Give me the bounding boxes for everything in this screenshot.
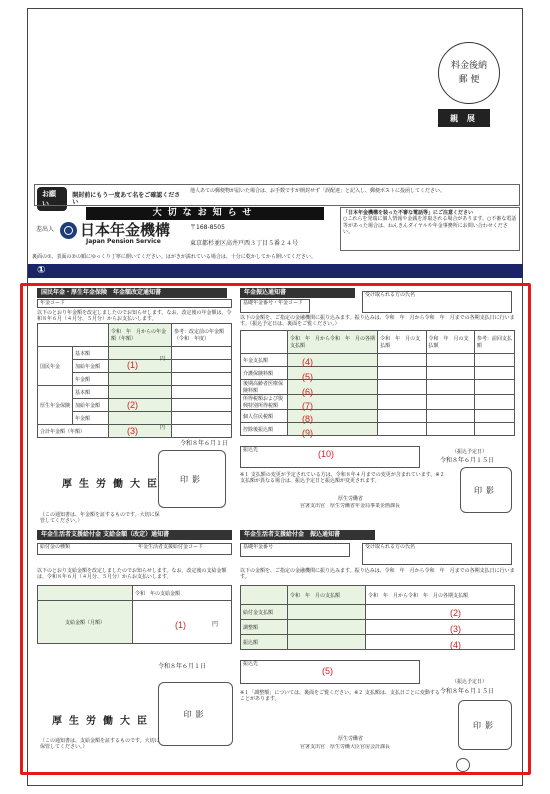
table-row xyxy=(241,410,515,423)
warning-body: ○これらを発端に個人情報や金銭を詐取される場合があります。○不審な電話等があった場合は、ねんきんダイヤルや年金事務所にお問い合わせください。 xyxy=(343,216,517,235)
marker-b1: (1) xyxy=(175,620,186,630)
due-label: （振込予定日） xyxy=(452,449,488,455)
row-label: 後期高齢者医療保険料額 xyxy=(241,380,288,395)
seal-box: 印影 xyxy=(460,467,512,513)
row-label: 基本額 xyxy=(73,347,109,360)
row-label: 支給金額（月額） xyxy=(38,601,133,644)
row-label: 基本額 xyxy=(73,386,109,399)
benefit-table xyxy=(37,585,232,644)
benefit-kind-field xyxy=(37,543,232,555)
benefit-transfer-title: 年金生活者支援給付金 振込通知書 xyxy=(240,530,375,540)
notice-frame xyxy=(34,184,520,206)
pension-code-field: 年金コード xyxy=(37,299,232,308)
marker-5: (5) xyxy=(302,372,313,382)
table-row xyxy=(241,395,515,410)
benefit-code-label: 年金生活者支援給付金コード xyxy=(138,544,204,550)
benefit-transfer-notes: ※１「調整額」については、裏面をご覧ください。※２ 支払額は、支払日ごとに変動することがあります。 xyxy=(240,690,440,703)
issuer: 厚生労働省 xyxy=(338,496,364,502)
row-label: 個人住民税額 xyxy=(241,410,288,423)
notice-side: 他人あての郵便物が届いた場合は、お手数ですが開封せず「誤配達」と記入し、郵便ポストに投函してください。 xyxy=(190,188,446,194)
marker-2: (2) xyxy=(127,400,138,410)
row-label: 給付金支払額 xyxy=(241,605,288,620)
yen-unit: 円 xyxy=(212,621,219,628)
row-label: 年金支払額 xyxy=(241,354,288,367)
col-header: 令和 年 月の支払額 xyxy=(288,586,366,605)
table-row xyxy=(241,605,515,620)
col-header: 参考：前回支払額 xyxy=(474,331,514,354)
benefit-transfer-table xyxy=(240,585,515,650)
issuer: 厚生労働省 xyxy=(338,736,364,742)
row-label: 所得税額および復興特別所得税額 xyxy=(241,395,288,410)
postage-stamp xyxy=(438,42,500,104)
col-header: 令和 年 月から令和 年 月の各期支払額 xyxy=(288,331,378,354)
pension-amount-table xyxy=(37,323,232,438)
group-label: 国民年金 xyxy=(38,347,73,386)
seal-box: 印影 xyxy=(158,450,226,508)
transfer-date: 令和８年６月１５日 xyxy=(440,457,495,464)
transfer-notice-title: 年金振込通知書 xyxy=(240,288,355,298)
basic-number-field: 基礎年金番号・年金コード xyxy=(240,299,310,313)
org-name: 日本年金機構 xyxy=(80,221,171,239)
issuer-title: 官署支出官 厚生労働大臣官房会計課長 xyxy=(300,744,391,750)
transfer-table xyxy=(240,330,515,436)
confidential-badge: 親 展 xyxy=(438,109,490,127)
org-name-en: Japan Pension Service xyxy=(86,238,161,245)
marker-7: (7) xyxy=(302,401,313,411)
marker-8: (8) xyxy=(302,414,313,424)
issuer-title: 官署支出官 厚生労働省年金局事業企画課長 xyxy=(300,503,401,509)
marker-10: (10) xyxy=(318,449,335,459)
col-ref: 参考：改定前の年金額（令和 年度） xyxy=(172,324,232,347)
warning-title: 「日本年金機構を装った不審な電話等」にご注意ください xyxy=(343,210,474,216)
transfer-intro: 以下の金額を、ご指定の金融機関に振り込みます。振り込みは、令和 年 月から令和 年 月までの各期支払日に行います。（振込予定日は、裏面をご覧ください。） xyxy=(240,315,515,328)
address: 東京都杉並区高井戸西３丁目５番２４号 xyxy=(190,240,299,247)
scam-warning xyxy=(340,207,520,251)
seal-box: 印影 xyxy=(158,682,233,746)
row-label: 年金額 xyxy=(73,373,109,386)
open-instruction: 裏面の①、表面の②の順にゆっくり丁寧に開いてください。はがきが濡れている場合は、十分に乾かしてから開いてください。 xyxy=(32,254,316,260)
table-row xyxy=(241,620,515,635)
yen-unit: 円 xyxy=(160,425,166,431)
marker-b5: (5) xyxy=(322,666,333,676)
table-row xyxy=(241,635,515,650)
stamp-line2: 郵 便 xyxy=(458,75,480,85)
minister-name: 厚生労働大臣 xyxy=(62,479,164,490)
transfer-notes: ※１ 支払額の変更が予定されている方は、令和８年４月までの変更が含まれています。※２ 支払額が異なる場合は、振込予定日と振込額が変更されます。 xyxy=(240,472,445,485)
benefit-footnote: （この通知書は、支給金額を証するものです。大切に保管してください。） xyxy=(40,738,160,751)
postal-code: 〒168-8505 xyxy=(190,224,225,231)
table-row xyxy=(241,380,515,395)
stamp-line1: 料金後納 xyxy=(450,60,487,71)
benefit-amount-title: 年金生活者支援給付金 支給金額（改定）通知書 xyxy=(37,530,232,540)
row-label: 控除後振込額 xyxy=(241,423,288,436)
benefit-transfer-intro: 以下の金額を、ご指定の金融機関に振り込みます。振り込みは、令和 年 月から令和 年 月までの各期支払日に行います。 xyxy=(240,568,515,581)
perforation-mark xyxy=(456,758,470,772)
marker-b3: (3) xyxy=(450,624,461,634)
table-row xyxy=(241,367,515,380)
row-label: 振込額 xyxy=(241,635,288,650)
bank-field: 振込先 xyxy=(240,660,420,684)
marker-4: (4) xyxy=(302,357,313,367)
recipient-field: 受け取られる方の氏名 xyxy=(362,291,512,313)
row-label: 介護保険料額 xyxy=(241,367,288,380)
col-current: 令和 年 月からの年金額（年額） xyxy=(109,324,172,347)
revision-date: 令和８年６月１日 xyxy=(180,440,229,447)
marker-3: (3) xyxy=(127,426,138,436)
pension-revision-intro: 以下のとおり年金額を改定しましたのでお知らせします。なお、改定後の年金額は、令和８年６月（４月分、５月分）からお支払いします。 xyxy=(37,310,232,323)
col-header: 令和 年 月の支払額 xyxy=(426,331,474,354)
minister-name: 厚生労働大臣 xyxy=(52,716,154,727)
yen-unit: 円 xyxy=(160,356,166,362)
table-row xyxy=(38,601,232,644)
marker-6: (6) xyxy=(302,387,313,397)
marker-1: (1) xyxy=(127,360,138,370)
row-label: 年金額 xyxy=(73,412,109,425)
row-label: 加給年金額 xyxy=(73,399,109,412)
marker-9: (9) xyxy=(302,428,313,438)
table-row xyxy=(38,386,232,399)
benefit-kind-label: 給付金の種類 xyxy=(40,544,71,550)
table-row xyxy=(241,423,515,436)
benefit-date: 令和８年６月１日 xyxy=(158,663,207,670)
basic-number-field: 基礎年金番号 xyxy=(240,543,350,557)
seal-box: 印影 xyxy=(458,700,512,750)
jps-logo-icon xyxy=(60,222,77,239)
due-label: （振込予定日） xyxy=(452,679,488,685)
section-bar: ① xyxy=(28,264,523,278)
marker-b4: (4) xyxy=(450,640,461,650)
table-row xyxy=(38,347,232,360)
total-label: 合計年金額（年額） xyxy=(38,425,109,438)
notice-main-text: 開封前にもう一度あて名をご確認ください xyxy=(72,191,181,206)
bank-field: 振込先 xyxy=(240,446,420,468)
onegai-badge: お願い xyxy=(37,187,67,211)
col-header: 令和 年の支給金額 xyxy=(133,586,232,601)
important-banner: 大切なお知らせ xyxy=(86,207,324,220)
sender-label: 差出人 xyxy=(36,226,55,233)
marker-b2: (2) xyxy=(450,608,461,618)
benefit-transfer-date: 令和８年６月１５日 xyxy=(440,688,495,695)
table-row xyxy=(241,354,515,367)
revision-footnote: （この通知書は、年金額を証するものです。大切に保管してください。） xyxy=(40,512,160,525)
benefit-intro: 以下のとおり支給金額を改定しましたのでお知らせします。なお、改定後の支給金額は、令和８年６月（４月分、５月分）からお支払いします。 xyxy=(37,568,227,581)
row-label: 加給年金額 xyxy=(73,360,109,373)
recipient-field: 受け取られる方の氏名 xyxy=(362,543,512,565)
pension-revision-title: 国民年金・厚生年金保険 年金額改定通知書 xyxy=(37,288,227,298)
row-label: 調整額 xyxy=(241,620,288,635)
col-header: 令和 年 月の支払額 xyxy=(378,331,426,354)
col-header: 令和 年 月から令和 年 月の各期支払額 xyxy=(366,586,515,605)
group-label: 厚生年金保険 xyxy=(38,386,73,425)
